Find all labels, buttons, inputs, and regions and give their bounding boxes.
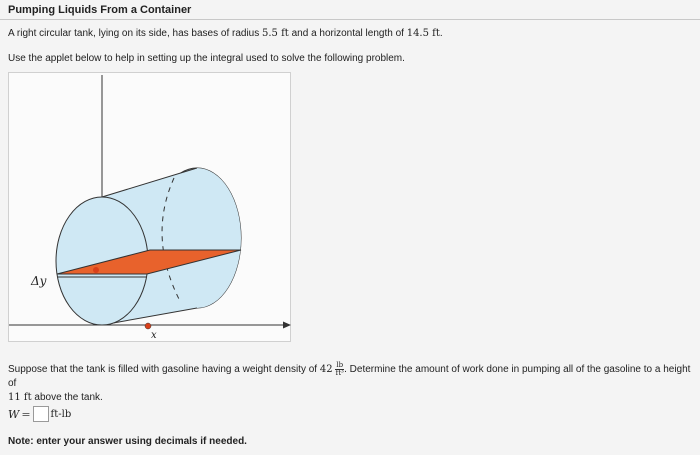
answer-input[interactable] <box>33 406 49 422</box>
density-unit-denominator: ft³ <box>335 369 344 377</box>
answer-unit: ft-lb <box>50 408 72 420</box>
answer-variable: W <box>8 407 20 421</box>
radius-value: 5.5 ft <box>262 28 289 39</box>
page-title: Pumping Liquids From a Container <box>8 4 192 16</box>
height-value: 11 ft <box>8 392 32 404</box>
question-part: above the tank. <box>31 392 103 404</box>
problem-text: . <box>439 28 443 39</box>
tank-applet[interactable] <box>8 72 291 342</box>
problem-text: A right circular tank, lying on its side, has bases of radius <box>8 28 263 39</box>
x-axis-arrow <box>283 322 291 329</box>
x-axis-label: x <box>151 330 157 341</box>
answer-row <box>8 406 71 422</box>
title-divider <box>0 19 700 20</box>
delta-y-label: Δy <box>31 274 47 288</box>
note-text: Note: enter your answer using decimals if needed. <box>8 436 247 447</box>
question-text <box>8 362 696 405</box>
question-part: Suppose that the tank is filled with gasoline having a weight density of <box>8 364 320 376</box>
problem-statement <box>8 28 443 39</box>
x-position-handle <box>145 323 151 329</box>
question-part: . Determine the amount of work done in pumping all of the gasoline to a height of <box>8 364 691 390</box>
tank-diagram <box>9 73 292 343</box>
length-value: 14.5 ft <box>406 28 440 39</box>
equals-sign: = <box>21 407 31 421</box>
problem-text: and a horizontal length of <box>288 28 407 39</box>
density-value: 42 <box>319 364 333 376</box>
slice-marker <box>93 267 99 273</box>
applet-instruction: Use the applet below to help in setting up the integral used to solve the following problem. <box>8 53 405 64</box>
density-unit-numerator: lb <box>336 361 344 369</box>
density-unit <box>335 362 344 377</box>
